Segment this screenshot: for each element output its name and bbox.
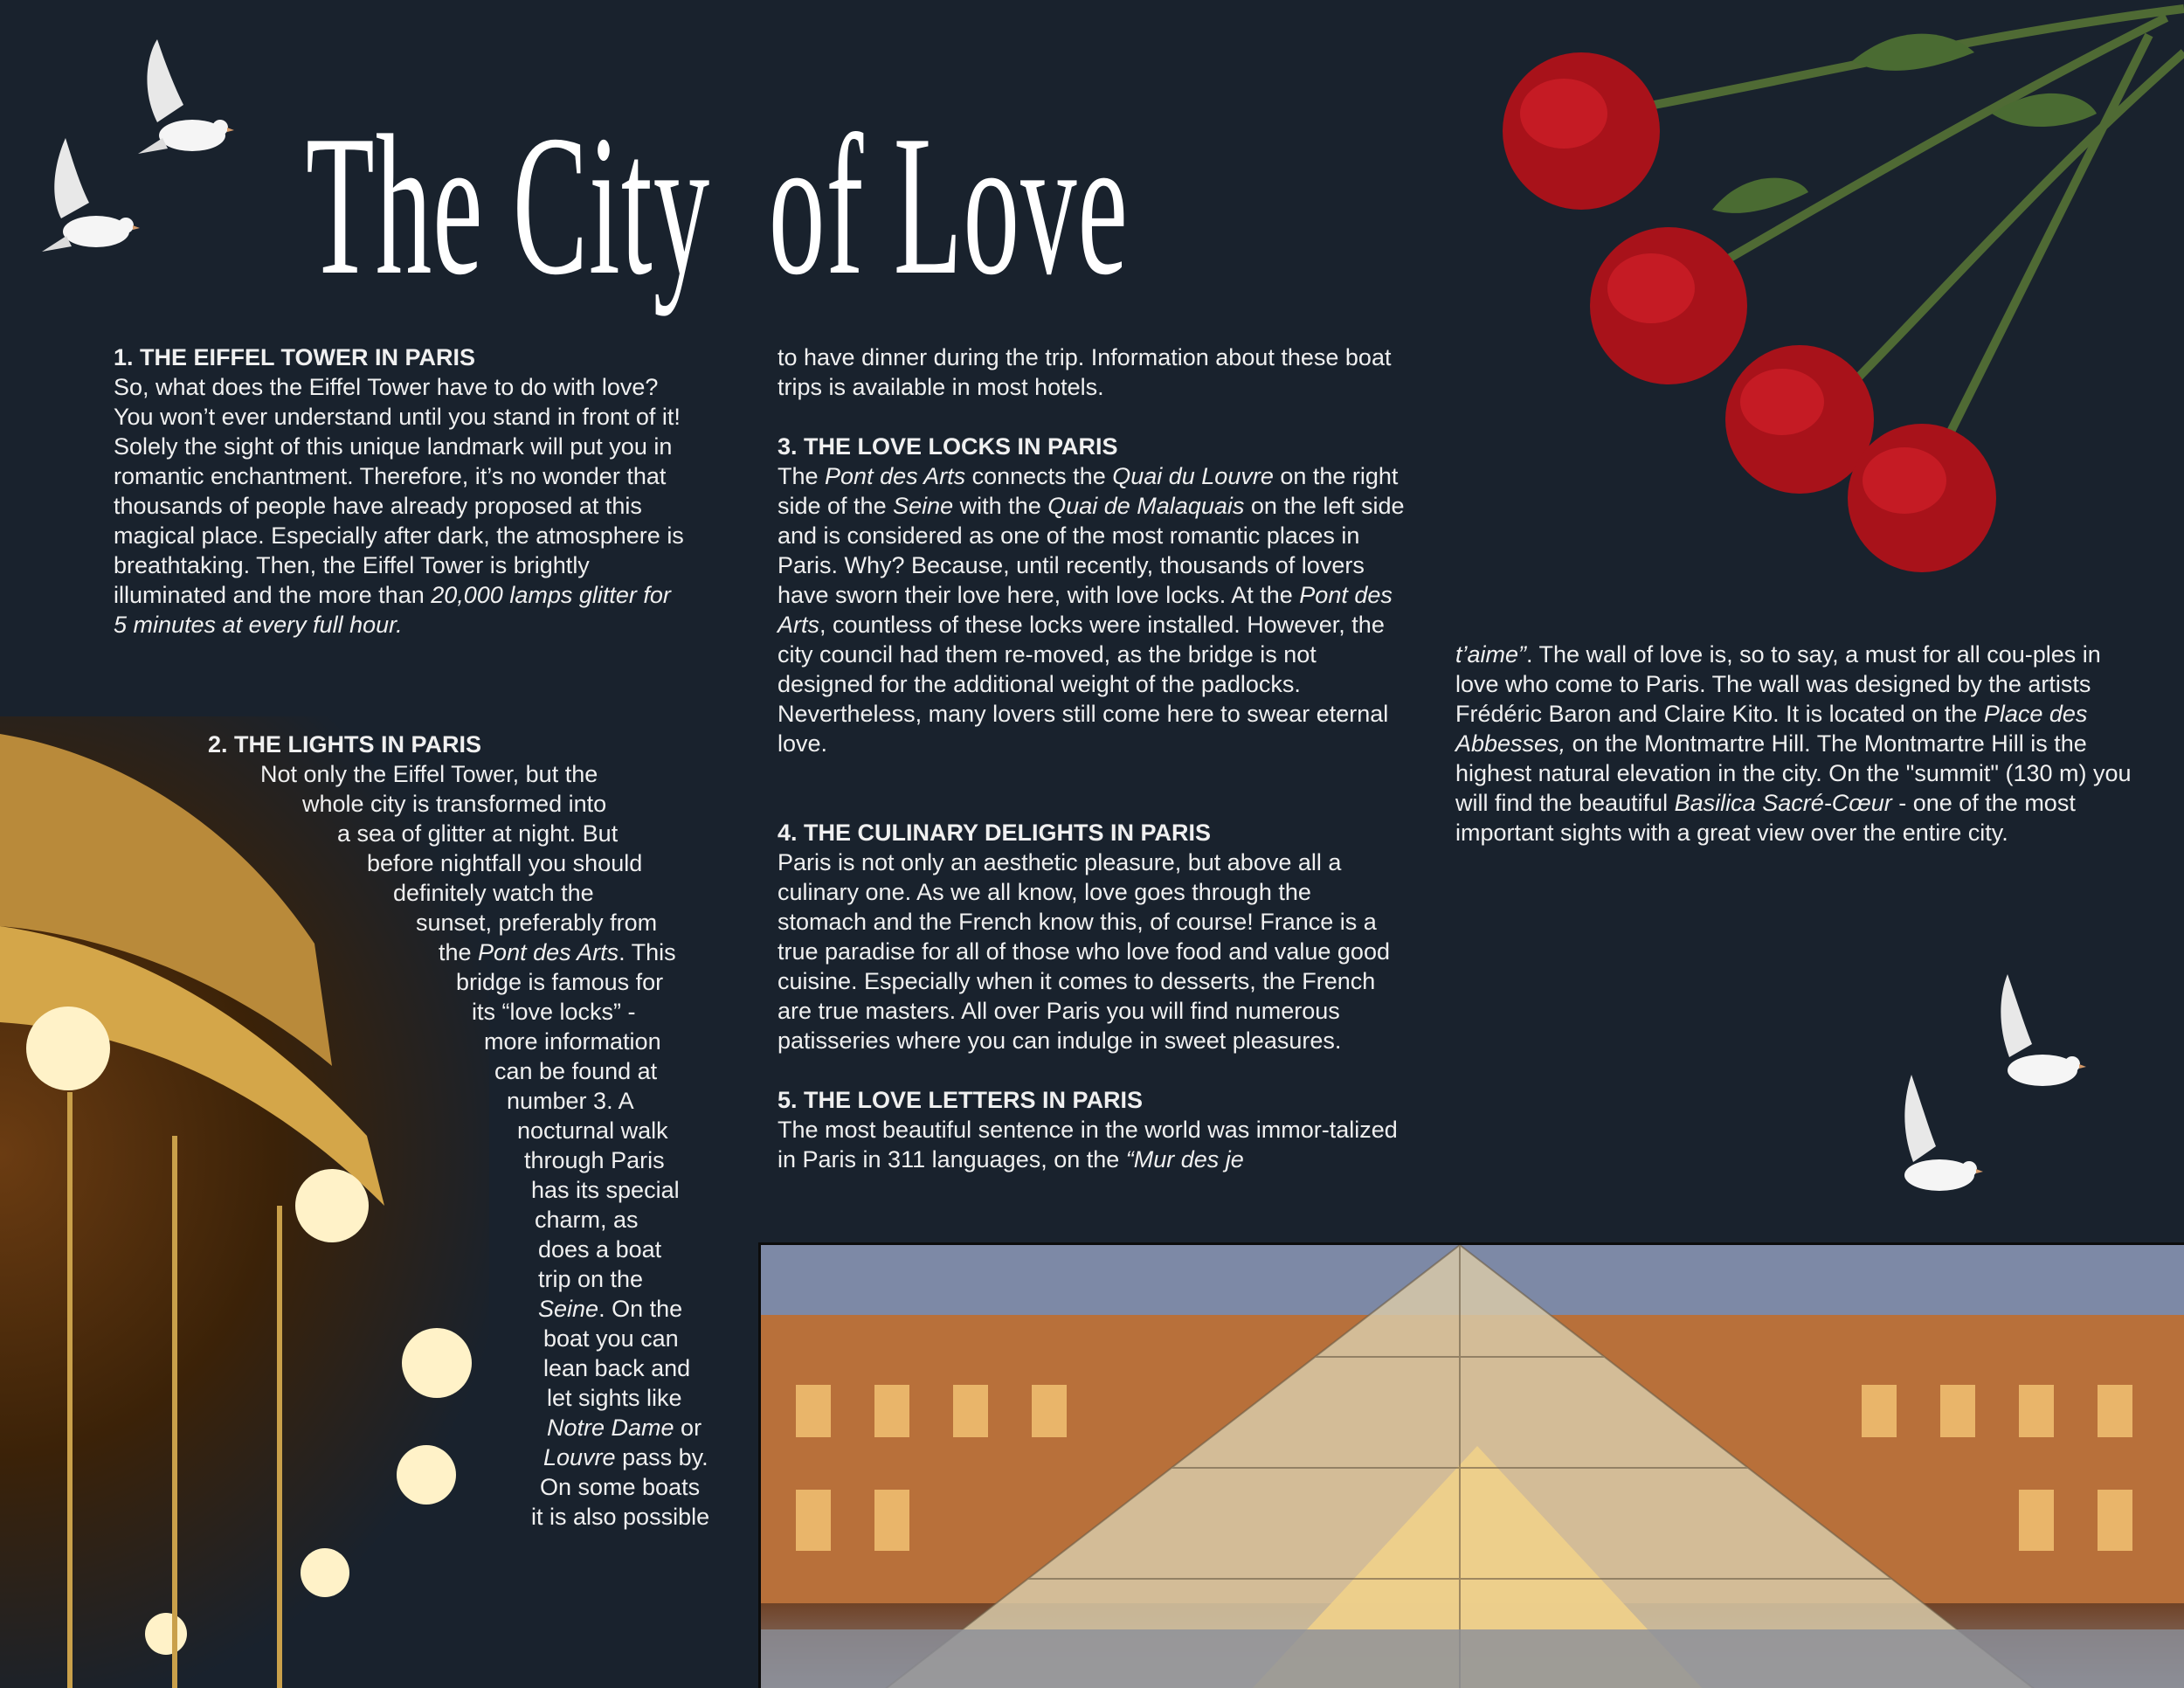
- text-line: sunset, preferably from: [416, 910, 658, 936]
- text-line: Louvre pass by.: [543, 1444, 708, 1470]
- text-line: Not only the Eiffel Tower, but the: [260, 761, 598, 787]
- text-line: let sights like: [547, 1385, 682, 1411]
- text-line: before nightfall you should: [367, 850, 643, 876]
- text-line: through Paris: [524, 1147, 665, 1173]
- louvre-pyramid-photo: [758, 1242, 2184, 1688]
- section-body: So, what does the Eiffel Tower have to do with love? You won’t ever understand until you stand in front of it! Solely the sight of this unique landmark will put you in romantic enchantment. Therefore, it’s no wonder that thousands of people have already proposed at this magical place. Especially after dark, the atmosphere is breathtaking. Then, the Eiffel Tower is brightly illuminated and the more than 20,000 lamps glitter for 5 minutes at every full hour.: [114, 374, 684, 638]
- text-line: can be found at: [494, 1058, 658, 1084]
- text-line: nocturnal walk: [517, 1117, 668, 1144]
- section-eiffel-tower: [114, 342, 690, 640]
- text-line: has its special: [531, 1177, 680, 1203]
- text-line: whole city is transformed into: [302, 791, 607, 817]
- text-line: trip on the: [538, 1266, 644, 1292]
- section-body: t’aime”. The wall of love is, so to say, a must for all cou-ples in love who come to Paris. The wall was designed by the artists Frédéric Baron and Claire Kito. It is located on the Place des Abbesses, on the Montmartre Hill. The Montmartre Hill is the highest natural elevation in the city. On the "summit" (130 m) you will find the beautiful Basilica Sacré-Cœur - one of the most important sights with a great view over the entire city.: [1455, 641, 2132, 846]
- section-body: [208, 759, 710, 1532]
- section-heading: 3. THE LOVE LOCKS IN PARIS: [778, 433, 1118, 460]
- section-heading: 5. THE LOVE LETTERS IN PARIS: [778, 1087, 1144, 1113]
- text-line: it is also possible: [531, 1504, 710, 1530]
- section-love-locks: [778, 432, 1406, 758]
- dove-image: [131, 35, 236, 175]
- section-love-letters-continuation: [1455, 640, 2137, 847]
- section-culinary: [778, 818, 1406, 1055]
- dove-image: [1878, 1066, 1992, 1214]
- section-body: The Pont des Arts connects the Quai du Louvre on the right side of the Seine with the Quai de Malaquais on the left side and is considered as one of the most romantic places in Paris. Why? Because, until recently, thousands of lovers have sworn their love here, with love locks. At the Pont des Arts, countless of these locks were installed. However, the city council had them re-moved, as the bridge is not designed for the additional weight of the padlocks. Nevertheless, many lovers still come here to swear eternal love.: [778, 463, 1405, 757]
- section-love-letters: [778, 1085, 1406, 1174]
- page-title: The City of Love: [306, 93, 1129, 316]
- text-line: Notre Dame or: [547, 1415, 702, 1441]
- section-heading: 4. THE CULINARY DELIGHTS IN PARIS: [778, 820, 1212, 846]
- text-line: number 3. A: [507, 1088, 634, 1114]
- text-line: lean back and: [543, 1355, 691, 1381]
- text-line: the Pont des Arts. This: [439, 939, 676, 965]
- section-lights-continuation: to have dinner during the trip. Information about these boat trips is available in most hotels.: [778, 344, 1392, 400]
- text-line: definitely watch the: [393, 880, 594, 906]
- dove-image: [35, 131, 140, 271]
- section-heading: 1. THE EIFFEL TOWER IN PARIS: [114, 344, 476, 370]
- section-body: The most beautiful sentence in the world was immor-talized in Paris in 311 languages, on the “Mur des je: [778, 1117, 1398, 1173]
- text-line: bridge is famous for: [456, 969, 664, 995]
- middle-column: [778, 342, 1406, 1174]
- text-line: Seine. On the: [538, 1296, 683, 1322]
- text-line: On some boats: [540, 1474, 701, 1500]
- section-lights: [208, 730, 710, 1532]
- text-line: a sea of glitter at night. But: [337, 820, 619, 847]
- red-roses-photo: [1450, 0, 2184, 594]
- text-line: its “love locks” -: [472, 999, 636, 1025]
- text-line: charm, as: [535, 1207, 639, 1233]
- text-line: does a boat: [538, 1236, 662, 1263]
- section-heading: 2. THE LIGHTS IN PARIS: [208, 731, 482, 758]
- text-line: more information: [484, 1028, 661, 1055]
- section-body: Paris is not only an aesthetic pleasure, but above all a culinary one. As we all know, love goes through the stomach and the French know this, of course! France is a true paradise for all of those who love food and value good cuisine. Especially when it comes to desserts, the French are true masters. All over Paris you will find numerous patisseries where you can indulge in sweet pleasures.: [778, 849, 1390, 1054]
- text-line: boat you can: [543, 1325, 679, 1352]
